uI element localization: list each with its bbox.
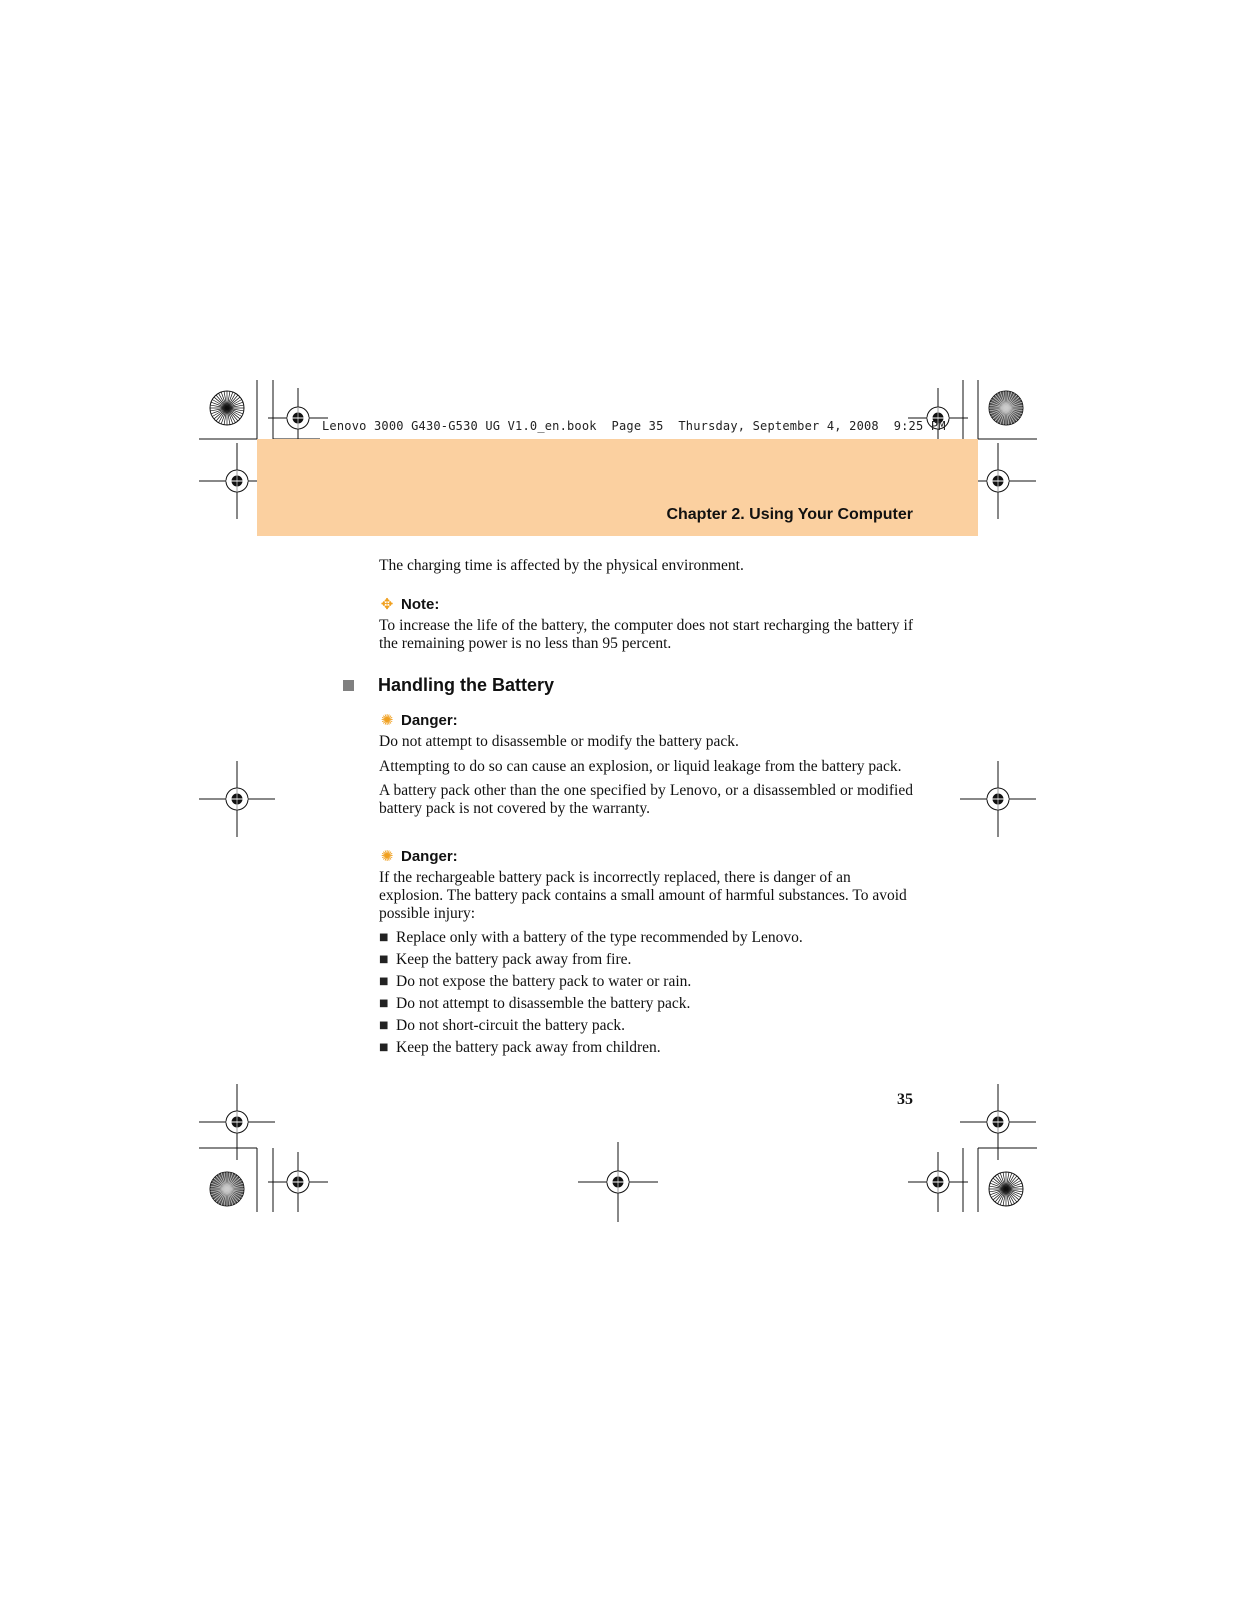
danger-star-icon: ✺ xyxy=(380,711,394,729)
danger-label-row xyxy=(379,847,913,865)
list-item: ■ Keep the battery pack away from children. xyxy=(379,1037,913,1059)
danger-paragraph: A battery pack other than the one specified by Lenovo, or a disassembled or modified battery pack is not covered by the warranty. xyxy=(379,782,913,817)
bullet-icon: ■ xyxy=(379,954,389,965)
star-target-mark xyxy=(210,1172,244,1206)
section-heading xyxy=(343,675,554,696)
section-title: Handling the Battery xyxy=(378,675,555,695)
danger-label: Danger: xyxy=(401,711,458,729)
list-item: ■ Do not short-circuit the battery pack. xyxy=(379,1015,913,1037)
star-target-mark xyxy=(989,1172,1023,1206)
danger-block-2 xyxy=(379,847,913,1059)
intro-text: The charging time is affected by the physical environment. xyxy=(379,557,744,574)
registration-mark xyxy=(268,1152,328,1212)
registration-mark xyxy=(960,1084,1036,1160)
registration-mark xyxy=(908,1152,968,1212)
page-number: 35 xyxy=(897,1091,913,1108)
star-target-mark xyxy=(210,391,244,425)
registration-mark xyxy=(199,761,275,837)
list-item: ■ Replace only with a battery of the type recommended by Lenovo. xyxy=(379,927,913,949)
note-block xyxy=(379,595,913,653)
list-item: ■ Do not attempt to disassemble the battery pack. xyxy=(379,993,913,1015)
bullet-icon: ■ xyxy=(379,998,389,1009)
square-bullet-icon xyxy=(343,680,354,691)
note-label: Note: xyxy=(401,595,440,613)
chapter-header-band xyxy=(257,439,978,536)
list-item: ■ Do not expose the battery pack to water or rain. xyxy=(379,971,913,993)
print-slug: Lenovo 3000 G430-G530 UG V1.0_en.book Page 35 Thursday, September 4, 2008 9:25 PM xyxy=(322,419,946,433)
danger-star-icon: ✺ xyxy=(380,847,394,865)
intro-block xyxy=(379,557,913,575)
danger-paragraph: Attempting to do so can cause an explosion, or liquid leakage from the battery pack. xyxy=(379,758,902,775)
registration-mark xyxy=(199,1084,275,1160)
danger-label-row xyxy=(379,711,913,729)
registration-mark xyxy=(960,761,1036,837)
list-item: ■ Keep the battery pack away from fire. xyxy=(379,949,913,971)
note-text: To increase the life of the battery, the computer does not start recharging the battery if the remaining power is no less than 95 percent. xyxy=(379,617,913,652)
bullet-icon: ■ xyxy=(379,1042,389,1053)
bullet-list xyxy=(379,927,913,1059)
danger-text: If the rechargeable battery pack is incorrectly replaced, there is danger of an explosion. The battery pack contains a small amount of harmful substances. To avoid possible injury: xyxy=(379,869,907,922)
danger-paragraph: Do not attempt to disassemble or modify the battery pack. xyxy=(379,733,739,750)
chapter-title: Chapter 2. Using Your Computer xyxy=(666,506,913,523)
bullet-icon: ■ xyxy=(379,932,389,943)
bullet-icon: ■ xyxy=(379,1020,389,1031)
danger-block-1 xyxy=(379,711,913,818)
registration-mark xyxy=(578,1142,658,1222)
star-target-mark xyxy=(989,391,1023,425)
danger-label: Danger: xyxy=(401,847,458,865)
note-label-row xyxy=(379,595,913,613)
bullet-icon: ■ xyxy=(379,976,389,987)
note-diamond-icon: ✥ xyxy=(380,595,394,613)
